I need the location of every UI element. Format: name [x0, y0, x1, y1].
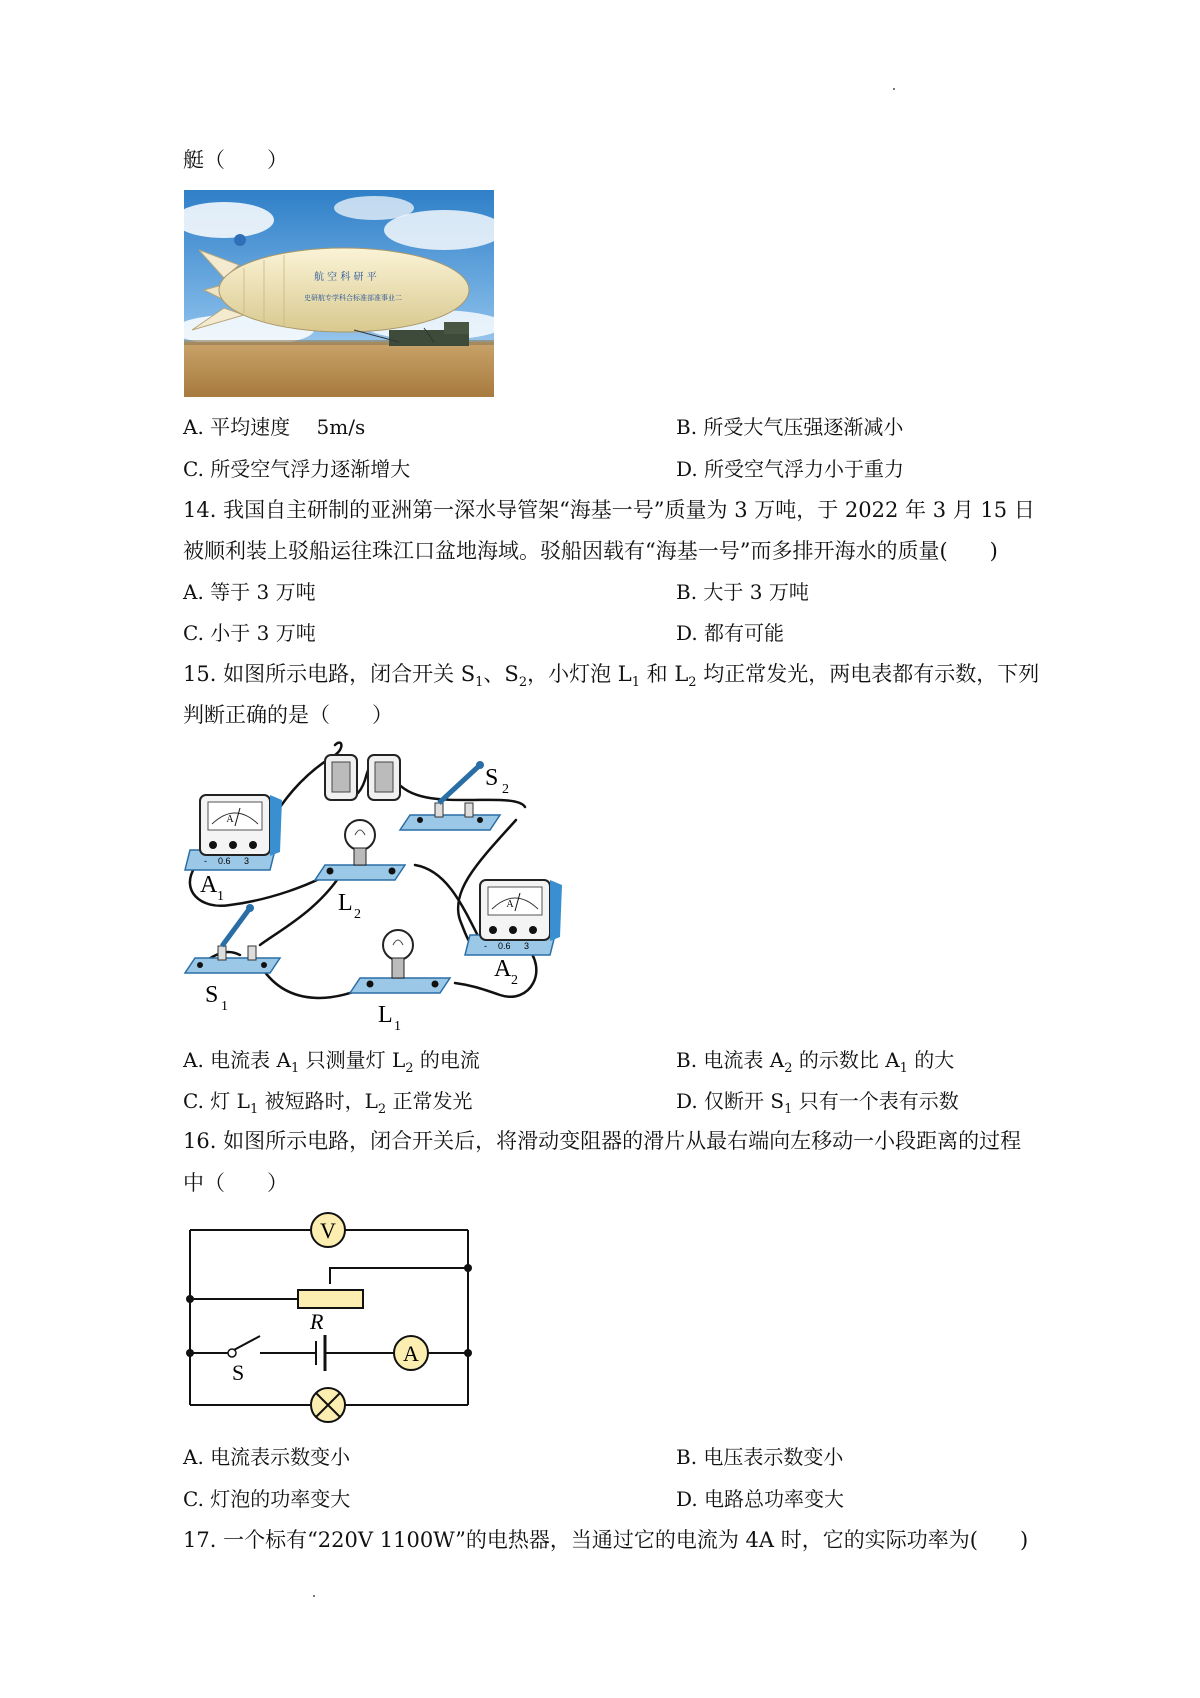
q14-stem-line-1: 14. 我国自主研制的亚洲第一深水导管架“海基一号”质量为 3 万吨，于 2022 年 3 月 15 日 — [183, 498, 1035, 522]
switch-s2-label: S — [485, 765, 499, 791]
q13-option-d[interactable]: D. 所受空气浮力小于重力 — [676, 457, 905, 481]
ammeter-a2-scale-3: 3 — [524, 941, 530, 951]
ammeter-label: A — [403, 1341, 419, 1366]
ammeter-a1-scale-06: 0.6 — [218, 856, 231, 866]
airship-text-1: 航 空 科 研 平 — [314, 272, 377, 283]
lamp-l2-label: L — [338, 890, 353, 916]
switch-s1-sub: 1 — [221, 999, 228, 1014]
q17-stem-line-1: 17. 一个标有“220V 1100W”的电热器，当通过它的电流为 4A 时，它的实际功率为( ) — [183, 1528, 1029, 1552]
q14-option-b[interactable]: B. 大于 3 万吨 — [676, 580, 809, 604]
lamp-l2-icon — [315, 820, 405, 880]
page-speck-bottom — [313, 1595, 315, 1597]
q16-option-b[interactable]: B. 电压表示数变小 — [676, 1445, 844, 1469]
q16-stem-line-1: 16. 如图所示电路，闭合开关后，将滑动变阻器的滑片从最右端向左移动一小段距离的过程 — [183, 1129, 1022, 1153]
ammeter-a1-scale-3: 3 — [244, 856, 250, 866]
q15-circuit-illustration — [180, 740, 590, 1040]
ammeter-a1-face: A — [226, 814, 234, 825]
battery-icon — [325, 755, 400, 800]
airship-text-2: 史研航专学科合标准部准事业二 — [304, 294, 402, 302]
page-speck-top — [893, 88, 895, 90]
q15-option-a[interactable]: A. 电流表 $A_1$ 只测量灯 $L_2$ 的电流 — [183, 1048, 480, 1076]
q14-option-a[interactable]: A. 等于 3 万吨 — [183, 580, 316, 604]
q15-stem-line-2: 判断正确的是（ ） — [183, 703, 393, 727]
ammeter-a2-sub: 2 — [511, 973, 518, 988]
ammeter-a2-face: A — [506, 899, 514, 910]
q16-option-a[interactable]: A. 电流表示数变小 — [183, 1445, 351, 1469]
resistor-label: R — [310, 1309, 324, 1334]
ammeter-a1-sub: 1 — [217, 889, 224, 904]
ammeter-a1-scale-minus: - — [204, 856, 207, 866]
airship-photo — [184, 190, 494, 397]
lamp-icon — [311, 1388, 345, 1422]
q15-option-d[interactable]: D. 仅断开 $S_1$ 只有一个表有示数 — [676, 1089, 959, 1117]
ammeter-a2-scale-minus: - — [484, 941, 487, 951]
airship-logo-icon — [234, 234, 246, 246]
lamp-l1-sub: 1 — [394, 1019, 401, 1034]
q15-option-c[interactable]: C. 灯 $L_1$ 被短路时，$L_2$ 正常发光 — [183, 1089, 473, 1117]
q14-stem-line-2: 被顺利装上驳船运往珠江口盆地海域。驳船因载有“海基一号”而多排开海水的质量( ) — [183, 539, 998, 563]
switch-s2-sub: 2 — [502, 782, 509, 797]
q13-option-c[interactable]: C. 所受空气浮力逐渐增大 — [183, 457, 411, 481]
switch-s1-label: S — [205, 982, 219, 1008]
q16-option-d[interactable]: D. 电路总功率变大 — [676, 1487, 845, 1511]
rheostat-icon — [298, 1290, 363, 1308]
q15-stem-line-1: 15. 如图所示电路，闭合开关 $S_1$、$S_2$，小灯泡 $L_1$ 和 $L_2$ 均正常发光，两电表都有示数，下列 — [183, 662, 1040, 691]
q15-option-b[interactable]: B. 电流表 $A_2$ 的示数比 $A_1$ 的大 — [676, 1048, 955, 1076]
lamp-l1-icon — [350, 930, 450, 993]
switch-icon — [228, 1349, 236, 1357]
ammeter-a2-scale-06: 0.6 — [498, 941, 511, 951]
ammeter-a1-icon — [185, 795, 282, 870]
lamp-l1-label: L — [378, 1002, 393, 1028]
q13-option-b[interactable]: B. 所受大气压强逐渐减小 — [676, 415, 904, 439]
switch-s1-icon — [185, 904, 280, 973]
ammeter-a2-icon — [465, 880, 562, 955]
ammeter-a2-label: A — [494, 956, 512, 982]
q13-option-a[interactable]: A. 平均速度 5m/s — [183, 415, 366, 439]
q14-option-d[interactable]: D. 都有可能 — [676, 621, 785, 645]
q16-stem-line-2: 中（ ） — [183, 1171, 288, 1195]
q16-circuit-diagram — [180, 1205, 480, 1430]
switch-label: S — [232, 1360, 245, 1385]
lamp-l2-sub: 2 — [354, 907, 361, 922]
q14-option-c[interactable]: C. 小于 3 万吨 — [183, 621, 316, 645]
q13-stem-tail: 艇（ ） — [183, 148, 288, 172]
q16-option-c[interactable]: C. 灯泡的功率变大 — [183, 1487, 351, 1511]
voltmeter-label: V — [320, 1218, 336, 1243]
ammeter-a1-label: A — [200, 872, 218, 898]
